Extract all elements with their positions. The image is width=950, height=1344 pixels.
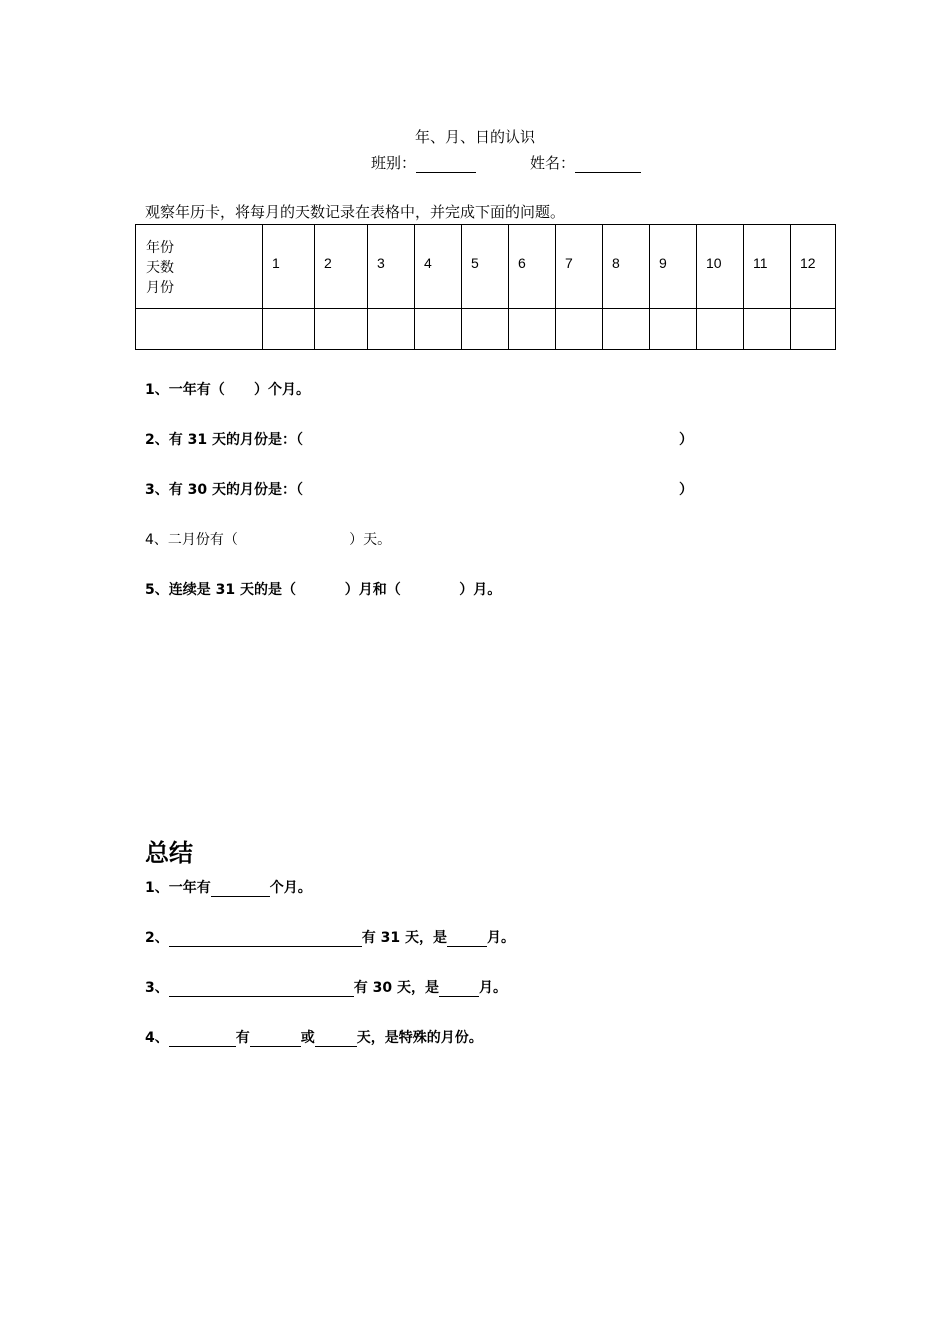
days-cell-4[interactable] <box>415 309 462 350</box>
days-cell-1[interactable] <box>263 309 315 350</box>
class-label: 班别： <box>371 154 417 172</box>
summary-2-text-c: 月。 <box>486 930 515 946</box>
instruction-text: 观察年历卡，将每月的天数记录在表格中，并完成下面的问题。 <box>145 203 566 221</box>
days-cell-10[interactable] <box>697 309 744 350</box>
summary-3-blank-months[interactable] <box>169 981 354 997</box>
summary-4-blank-days-b[interactable] <box>315 1031 357 1047</box>
header-line-days: 天数 <box>146 258 174 275</box>
month-header-12: 12 <box>791 225 836 309</box>
summary-2-blank-count[interactable] <box>447 931 487 947</box>
month-header-11: 11 <box>744 225 791 309</box>
summary-4-text-b: 有 <box>235 1030 250 1046</box>
days-cell-5[interactable] <box>462 309 509 350</box>
month-header-3: 3 <box>368 225 415 309</box>
name-blank[interactable] <box>575 156 641 173</box>
summary-4-text-a: 4、 <box>145 1030 169 1046</box>
days-cell-8[interactable] <box>603 309 650 350</box>
summary-2-text-b: 有 31 天，是 <box>361 930 447 946</box>
summary-3-text-a: 3、 <box>145 980 169 996</box>
summary-1-text-a: 1、一年有 <box>145 880 211 896</box>
question-5: 5、连续是 31 天的是（ ）月和（ ）月。 <box>145 582 502 598</box>
summary-2-text-a: 2、 <box>145 930 169 946</box>
question-1: 1、一年有（ ）个月。 <box>145 382 310 398</box>
summary-4-text-c: 或 <box>300 1030 315 1046</box>
month-header-7: 7 <box>556 225 603 309</box>
days-cell-3[interactable] <box>368 309 415 350</box>
summary-title: 总结 <box>145 839 193 867</box>
summary-1-text-b: 个月。 <box>269 880 312 896</box>
table-corner-header <box>136 225 263 309</box>
summary-1-blank[interactable] <box>211 881 270 897</box>
month-header-6: 6 <box>509 225 556 309</box>
month-header-1: 1 <box>263 225 315 309</box>
days-cell-2[interactable] <box>315 309 368 350</box>
days-cell-6[interactable] <box>509 309 556 350</box>
header-line-year: 年份 <box>146 238 174 255</box>
summary-line-1 <box>145 877 312 897</box>
table-header-row <box>136 225 836 309</box>
month-header-5: 5 <box>462 225 509 309</box>
summary-line-3 <box>145 977 507 997</box>
summary-line-4 <box>145 1027 483 1047</box>
name-label: 姓名： <box>530 154 576 172</box>
summary-line-2 <box>145 927 515 947</box>
summary-3-text-b: 有 30 天，是 <box>353 980 439 996</box>
table-days-row <box>136 309 836 350</box>
summary-3-blank-count[interactable] <box>439 981 479 997</box>
month-header-9: 9 <box>650 225 697 309</box>
question-2-close-paren: ） <box>679 432 693 448</box>
header-line-month: 月份 <box>146 278 174 295</box>
name-field <box>530 152 641 173</box>
days-cell-12[interactable] <box>791 309 836 350</box>
month-header-4: 4 <box>415 225 462 309</box>
summary-4-blank-month[interactable] <box>169 1031 236 1047</box>
summary-2-blank-months[interactable] <box>169 931 362 947</box>
month-header-2: 2 <box>315 225 368 309</box>
days-cell-7[interactable] <box>556 309 603 350</box>
summary-4-blank-days-a[interactable] <box>250 1031 301 1047</box>
question-3: 3、有 30 天的月份是：（ <box>145 482 303 498</box>
question-4: 4、二月份有（ ）天。 <box>145 532 392 548</box>
class-field <box>371 152 476 173</box>
month-header-10: 10 <box>697 225 744 309</box>
days-cell-9[interactable] <box>650 309 697 350</box>
worksheet-title: 年、月、日的认识 <box>414 128 535 146</box>
question-3-close-paren: ） <box>679 482 693 498</box>
days-row-label-cell <box>136 309 263 350</box>
days-cell-11[interactable] <box>744 309 791 350</box>
summary-3-text-c: 月。 <box>478 980 507 996</box>
month-header-8: 8 <box>603 225 650 309</box>
class-blank[interactable] <box>416 156 476 173</box>
days-table <box>135 224 836 350</box>
summary-4-text-d: 天，是特殊的月份。 <box>356 1030 483 1046</box>
question-2: 2、有 31 天的月份是：（ <box>145 432 303 448</box>
